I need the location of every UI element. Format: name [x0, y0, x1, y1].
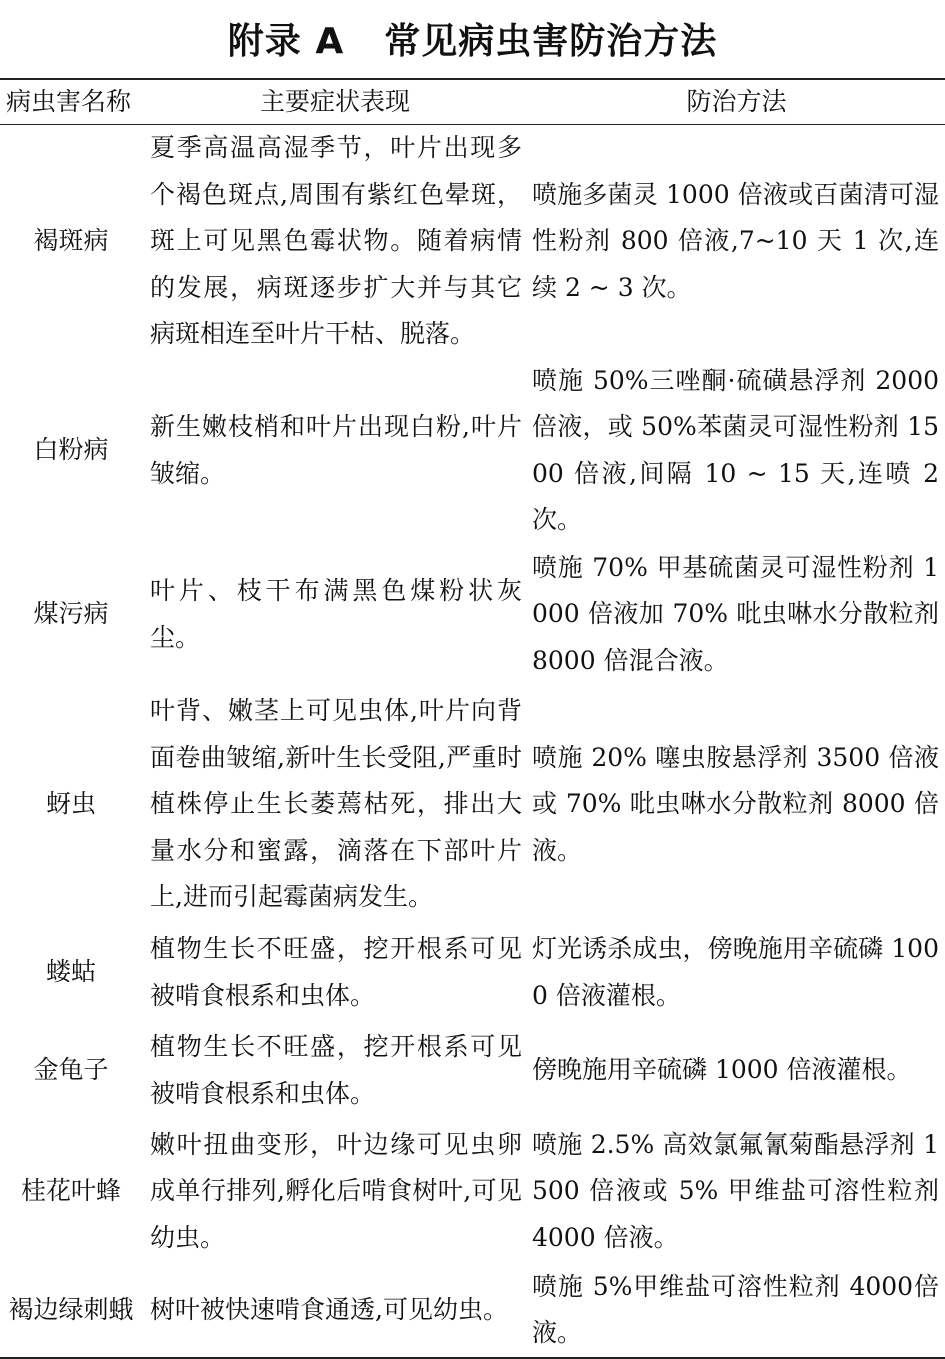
pest-control-table [0, 78, 945, 1359]
pest-name-cell: 白粉病 [33, 435, 109, 465]
control-cell: 喷施 50%三唑酮·硫磺悬浮剂 2000 倍液，或 50%苯菌灵可湿性粉剂 1500 倍液,间隔 10 ~ 15 天,连喷 2 次。 [532, 365, 939, 534]
pest-name-cell: 蝼蛄 [45, 957, 96, 987]
table-row [0, 125, 945, 358]
control-cell: 喷施 5%甲维盐可溶性粒剂 4000倍液。 [532, 1271, 939, 1347]
header-pest-name: 病虫害名称 [0, 79, 142, 125]
table-row [0, 544, 945, 686]
pest-name-cell: 金龟子 [33, 1055, 109, 1085]
header-symptoms: 主要症状表现 [142, 79, 528, 125]
symptoms-cell: 树叶被快速啃食通透,可见幼虫。 [150, 1294, 508, 1324]
appendix-label: 附录 A [227, 21, 345, 62]
pest-name-cell: 蚜虫 [45, 789, 96, 819]
table-row [0, 924, 945, 1022]
control-cell: 灯光诱杀成虫，傍晚施用辛硫磷 1000 倍液灌根。 [532, 934, 939, 1010]
table-header-row [0, 79, 945, 125]
table-row [0, 686, 945, 924]
symptoms-cell: 植物生长不旺盛，挖开根系可见被啃食根系和虫体。 [150, 1032, 522, 1108]
appendix-title: 常见病虫害防治方法 [384, 21, 718, 62]
pest-name-cell: 褐斑病 [33, 226, 109, 255]
control-cell: 喷施 2.5% 高效氯氟氰菊酯悬浮剂 1500 倍液或 5% 甲维盐可溶性粒剂 4000 倍液。 [532, 1129, 939, 1252]
table-row [0, 1120, 945, 1264]
symptoms-cell: 嫩叶扭曲变形，叶边缘可见虫卵成单行排列,孵化后啃食树叶,可见幼虫。 [150, 1129, 522, 1252]
control-cell: 喷施 20% 噻虫胺悬浮剂 3500 倍液或 70% 吡虫啉水分散粒剂 8000 倍液。 [532, 742, 939, 865]
symptoms-cell: 夏季高温高湿季节，叶片出现多个褐色斑点,周围有紫红色晕斑，斑上可见黑色霉状物。随着病情的发展，病斑逐步扩大并与其它病斑相连至叶片干枯、脱落。 [150, 133, 522, 348]
pest-name-cell: 褐边绿刺蛾 [8, 1294, 134, 1324]
control-cell: 喷施 70% 甲基硫菌灵可湿性粉剂 1000 倍液加 70% 吡虫啉水分散粒剂 8000 倍混合液。 [532, 552, 939, 675]
pest-name-cell: 桂花叶蜂 [20, 1176, 121, 1206]
symptoms-cell: 植物生长不旺盛，挖开根系可见被啃食根系和虫体。 [150, 934, 522, 1010]
control-cell: 喷施多菌灵 1000 倍液或百菌清可湿性粉剂 800 倍液,7~10 天 1 次,连续 2 ~ 3 次。 [532, 179, 939, 302]
header-control: 防治方法 [528, 79, 945, 125]
symptoms-cell: 叶片、枝干布满黑色煤粉状灰尘。 [150, 576, 522, 652]
table-row [0, 1264, 945, 1358]
symptoms-cell: 新生嫩枝梢和叶片出现白粉,叶片皱缩。 [150, 412, 522, 488]
table-row [0, 358, 945, 544]
page-title [0, 16, 945, 68]
pest-name-cell: 煤污病 [33, 599, 109, 629]
control-cell: 傍晚施用辛硫磷 1000 倍液灌根。 [532, 1055, 912, 1085]
table-row [0, 1022, 945, 1120]
symptoms-cell: 叶背、嫩茎上可见虫体,叶片向背面卷曲皱缩,新叶生长受阻,严重时植株停止生长萎蔫枯死，排出大量水分和蜜露，滴落在下部叶片上,进而引起霉菌病发生。 [150, 696, 522, 912]
